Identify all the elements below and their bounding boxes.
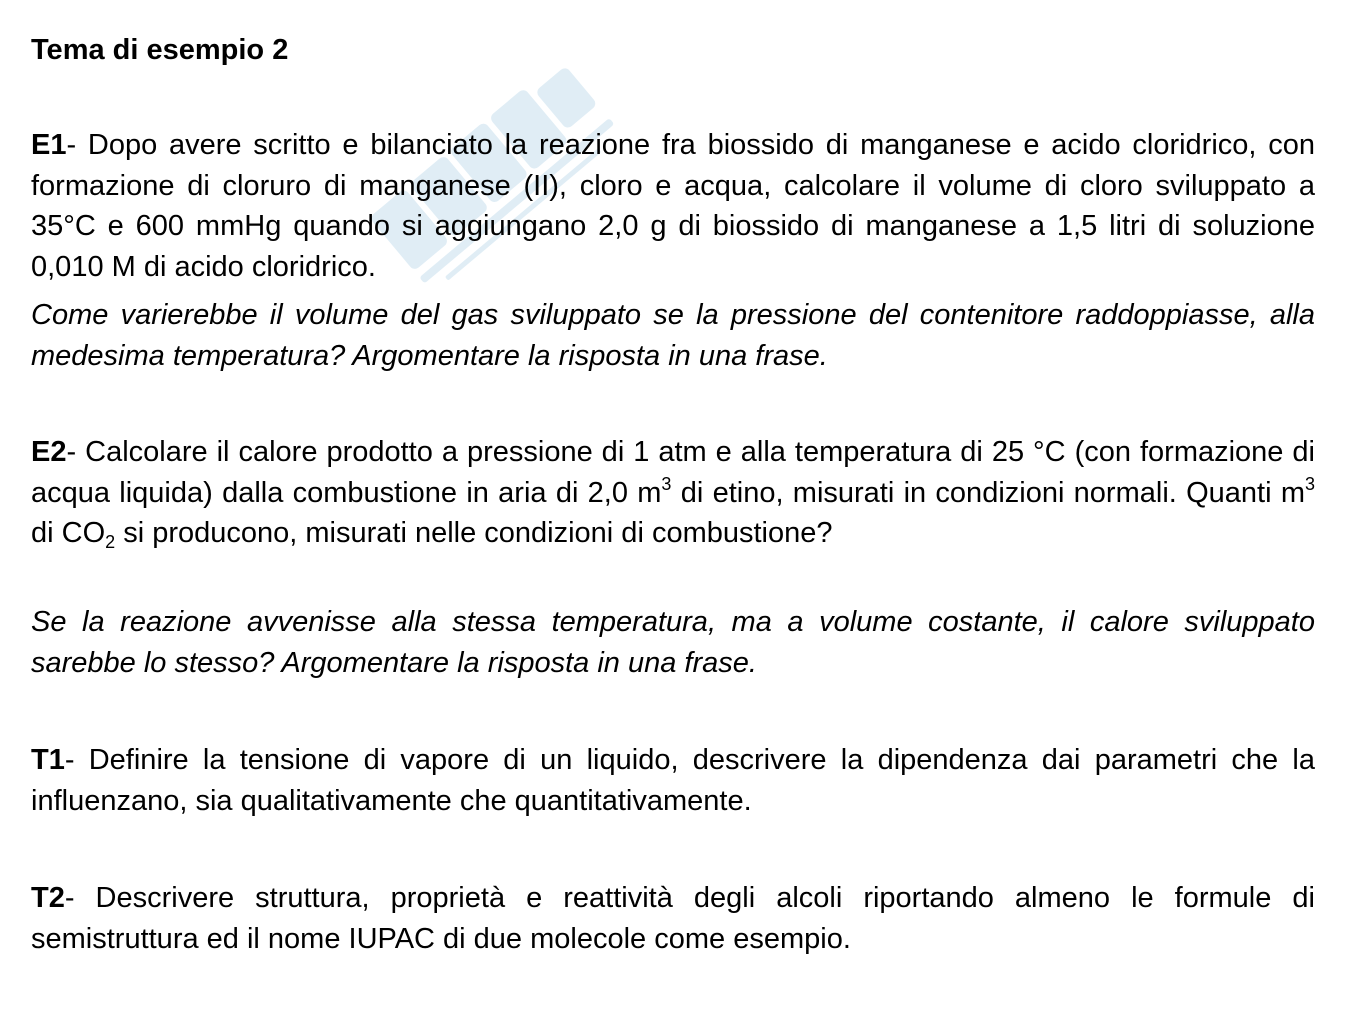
- exercise-e2: [31, 432, 1315, 554]
- theory-t1-text: - Definire la tensione di vapore di un liquido, descrivere la dipendenza dai parametri che la influenzano, sia qualitativamente che quantitativamente.: [31, 744, 1315, 817]
- exercise-e2-text-b: di etino, misurati in condizioni normali. Quanti m: [671, 476, 1305, 509]
- exercise-e2-text-a: - Calcolare il calore prodotto a pressione di 1 atm e alla temperatura di 25 °C (con formazione di acqua liquida) dalla combustione in aria di 2,0 m: [31, 436, 1315, 509]
- exercise-e2-label: E2: [31, 436, 67, 468]
- exercise-e2-text-c: di CO: [31, 517, 106, 549]
- theory-t2-label: T2: [31, 882, 65, 914]
- exercise-e2-sub-c: 2: [105, 532, 116, 552]
- exercise-e1-label: E1: [31, 129, 67, 161]
- page-title: Tema di esempio 2: [31, 34, 289, 66]
- theory-t2-text: - Descrivere struttura, proprietà e reattività degli alcoli riportando almeno le formule di semistruttura ed il nome IUPAC di due molecole come esempio.: [31, 882, 1315, 955]
- exercise-e1: [31, 125, 1315, 287]
- theory-t1-label: T1: [31, 744, 65, 776]
- exercise-e2-question: Se la reazione avvenisse alla stessa temperatura, ma a volume costante, il calore sviluppato sarebbe lo stesso? Argomentare la risposta in una frase.: [31, 606, 1315, 679]
- exercise-e1-question: Come varierebbe il volume del gas sviluppato se la pressione del contenitore raddoppiasse, alla medesima temperatura? Argomentare la risposta in una frase.: [31, 299, 1315, 372]
- exercise-e2-text-d: si producono, misurati nelle condizioni di combustione?: [115, 517, 833, 549]
- theory-t1: [31, 740, 1315, 821]
- exercise-e2-sup-b: 3: [1304, 473, 1315, 494]
- exercise-e2-sup-a: 3: [661, 473, 672, 494]
- theory-t2: [31, 878, 1315, 959]
- exercise-e1-text: - Dopo avere scritto e bilanciato la reazione fra biossido di manganese e acido cloridrico, con formazione di cloruro di manganese (II), cloro e acqua, calcolare il volume di cloro sviluppato a 35°C e 600 mmHg quando si aggiungano 2,0 g di biossido di manganese a 1,5 litri di soluzione 0,010 M di acido cloridrico.: [31, 129, 1315, 283]
